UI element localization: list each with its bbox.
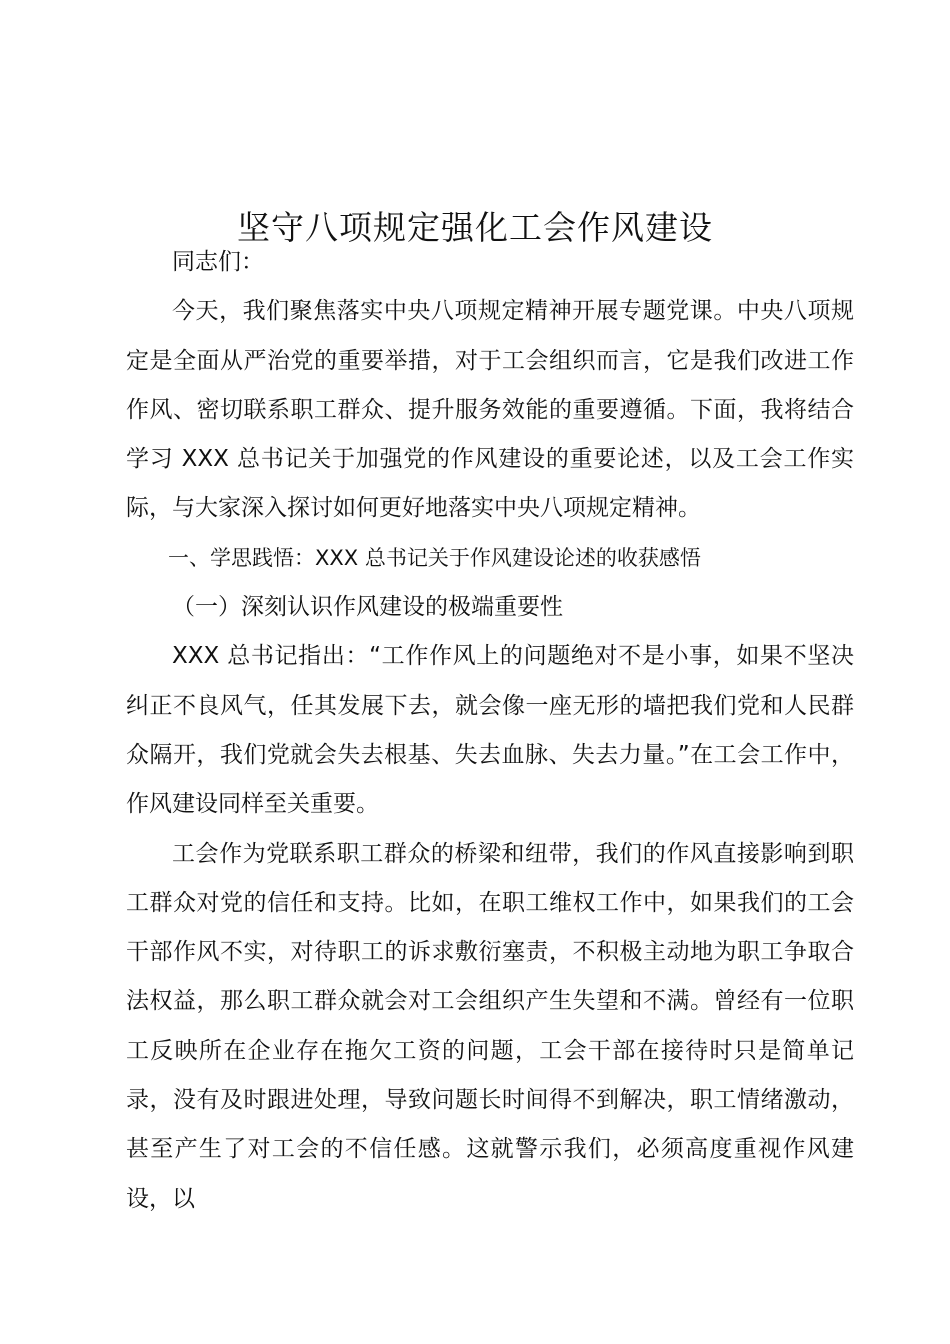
paragraph-intro: 今天，我们聚焦落实中央八项规定精神开展专题党课。中央八项规定是全面从严治党的重要举措，对于工会组织而言，它是我们改进工作作风、密切联系职工群众、提升服务效能的重要遵循。下面，我将结合学习 XXX 总书记关于加强党的作风建设的重要论述，以及工会工作实际，与大家深入探讨如何更好地落实中央八项规定精神。 <box>126 298 854 522</box>
document-title: 坚守八项规定强化工会作风建设 <box>237 208 713 248</box>
subsection-heading-1: （一）深刻认识作风建设的极端重要性 <box>172 594 563 621</box>
document-body <box>126 238 854 1224</box>
paragraph-example: 工会作为党联系职工群众的桥梁和纽带，我们的作风直接影响到职工群众对党的信任和支持。比如，在职工维权工作中，如果我们的工会干部作风不实，对待职工的诉求敷衍塞责，不积极主动地为职工争取合法权益，那么职工群众就会对工会组织产生失望和不满。曾经有一位职工反映所在企业存在拖欠工资的问题，工会干部在接待时只是简单记录，没有及时跟进处理，导致问题长时间得不到解决，职工情绪激动，甚至产生了对工会的不信任感。这就警示我们，必须高度重视作风建设，以 <box>126 840 854 1212</box>
paragraph-quote: XXX 总书记指出：“工作作风上的问题绝对不是小事，如果不坚决纠正不良风气，任其发展下去，就会像一座无形的墙把我们党和人民群众隔开，我们党就会失去根基、失去血脉、失去力量。”在工会工作中，作风建设同样至关重要。 <box>126 643 854 818</box>
salutation: 同志们： <box>172 249 264 275</box>
section-heading-1: 一、学思践悟：XXX 总书记关于作风建设论述的收获感悟 <box>168 545 701 570</box>
